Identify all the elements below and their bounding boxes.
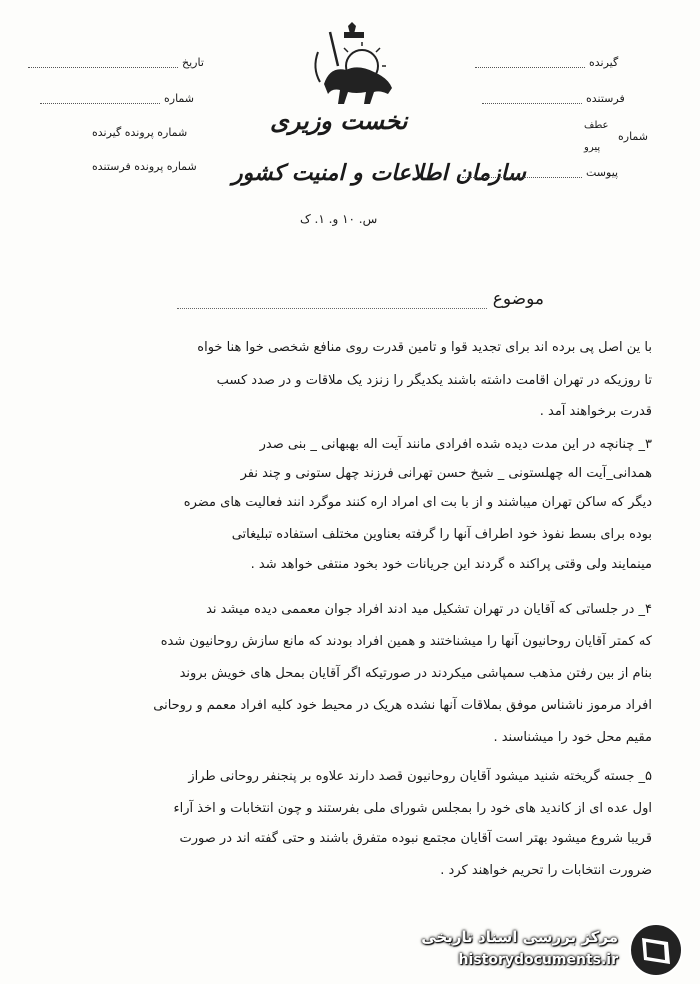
watermark-url: historydocuments.ir xyxy=(458,952,618,968)
recipient-label: گیرنده xyxy=(589,56,619,69)
attachment-label: پیوست xyxy=(586,166,619,179)
org-line-prime-ministry: نخست وزیری xyxy=(270,106,408,135)
sender-dots xyxy=(482,94,582,104)
body-line: ۴_ در جلساتی که آقایان در تهران تشکیل مید ادند افراد جوان معممی دیده میشد ند xyxy=(206,602,652,617)
number-label-right: شماره xyxy=(618,130,649,143)
body-line: با ین اصل پی برده اند برای تجدید قوا و تامین قدرت روی منافع شخصی خوا هنا خواه xyxy=(197,340,652,355)
attachment-dots xyxy=(462,168,582,178)
body-line: اول عده ای از کاندید های خود را بمجلس شورای ملی بفرستند و چون انتخابات و اخذ آراء xyxy=(173,801,652,816)
body-line: تا روزیکه در تهران اقامت داشته باشند یکدیگر را زنزد یک ملاقات و در صدد کسب xyxy=(216,373,652,388)
date-label: تاریخ xyxy=(182,56,204,69)
sender-file-label: شماره پرونده فرستنده xyxy=(92,160,197,173)
sender-label: فرستنده xyxy=(586,92,625,105)
body-line: دیگر که ساکن تهران میباشند و از با بت ای امراد اره کنند موگرد انند فعالیت های مضره xyxy=(183,495,652,510)
recipient-field xyxy=(475,56,618,69)
org-line-savak: سازمان اطلاعات و امنیت کشور xyxy=(232,160,526,186)
watermark-title: مرکز بررسی اسناد تاریخی xyxy=(421,928,618,946)
body-line: که کمتر آقایان روحانیون آنها را میشناختند و همین افراد بودند که مانع سازش روحانیون شده xyxy=(160,634,652,649)
body-line: ۵_ جسته گریخته شنید میشود آقایان روحانیون قصد دارند علاوه بر پنجنفر روحانی طراز xyxy=(188,769,652,784)
archive-logo-icon xyxy=(628,922,684,978)
body-line: همدانی_آیت اله چهلستونی _ شیخ حسن تهرانی فرزند چهل ستونی و چند نفر xyxy=(240,466,652,481)
body-line: بوده برای بسط نفوذ خود اطراف آنها را گرفته بعناوین مختلف استفاده تبلیغاتی xyxy=(231,527,652,542)
peyro-label: پیرو xyxy=(584,142,601,153)
reference-code: س. ۱۰ و. ۱. ک xyxy=(300,212,378,226)
sender-field xyxy=(482,92,625,105)
subject-dots xyxy=(177,301,487,309)
number-dots-left xyxy=(40,94,160,104)
body-line: بنام از بین رفتن مذهب سمپاشی میکردند در صورتیکه اگر آقایان بمحل های خویش بروند xyxy=(179,666,652,681)
mataf-label: عطف xyxy=(584,120,609,131)
subject-label: موضوع xyxy=(492,289,544,309)
body-line: مقیم محل خود را میشناسند . xyxy=(493,730,652,745)
body-line: ۳_ چنانچه در این مدت دیده شده افرادی مانند آیت اله بهبهانی _ بنی صدر xyxy=(259,437,652,452)
recipient-file-label: شماره پرونده گیرنده xyxy=(92,126,188,139)
date-field xyxy=(28,56,204,69)
body-line: قریبا شروع میشود بهتر است آقایان مجتمع نبوده متفرق باشند و حتی گفته اند در صورت xyxy=(179,831,652,846)
number-label-left: شماره xyxy=(164,92,195,105)
body-line: افراد مرموز ناشناس موفق بملاقات آنها نشده هریک در محیط خود کلیه افراد معمم و روحانی xyxy=(153,698,652,713)
watermark xyxy=(420,918,690,980)
sender-file-field xyxy=(92,160,197,173)
subject-field xyxy=(177,289,544,309)
body-line: مینمایند ولی وقتی پراکند ه گردند این جریانات خود بخود منتفی خواهد شد . xyxy=(250,557,652,572)
lion-and-sun-emblem-icon xyxy=(300,22,410,114)
body-line: قدرت برخواهند آمد . xyxy=(539,404,652,419)
recipient-file-field xyxy=(92,126,187,139)
date-dots xyxy=(28,58,178,68)
recipient-dots xyxy=(475,58,585,68)
body-line: ضرورت انتخابات را تحریم خواهند کرد . xyxy=(440,863,652,878)
attachment-field xyxy=(462,166,618,179)
number-field-left xyxy=(40,92,194,105)
